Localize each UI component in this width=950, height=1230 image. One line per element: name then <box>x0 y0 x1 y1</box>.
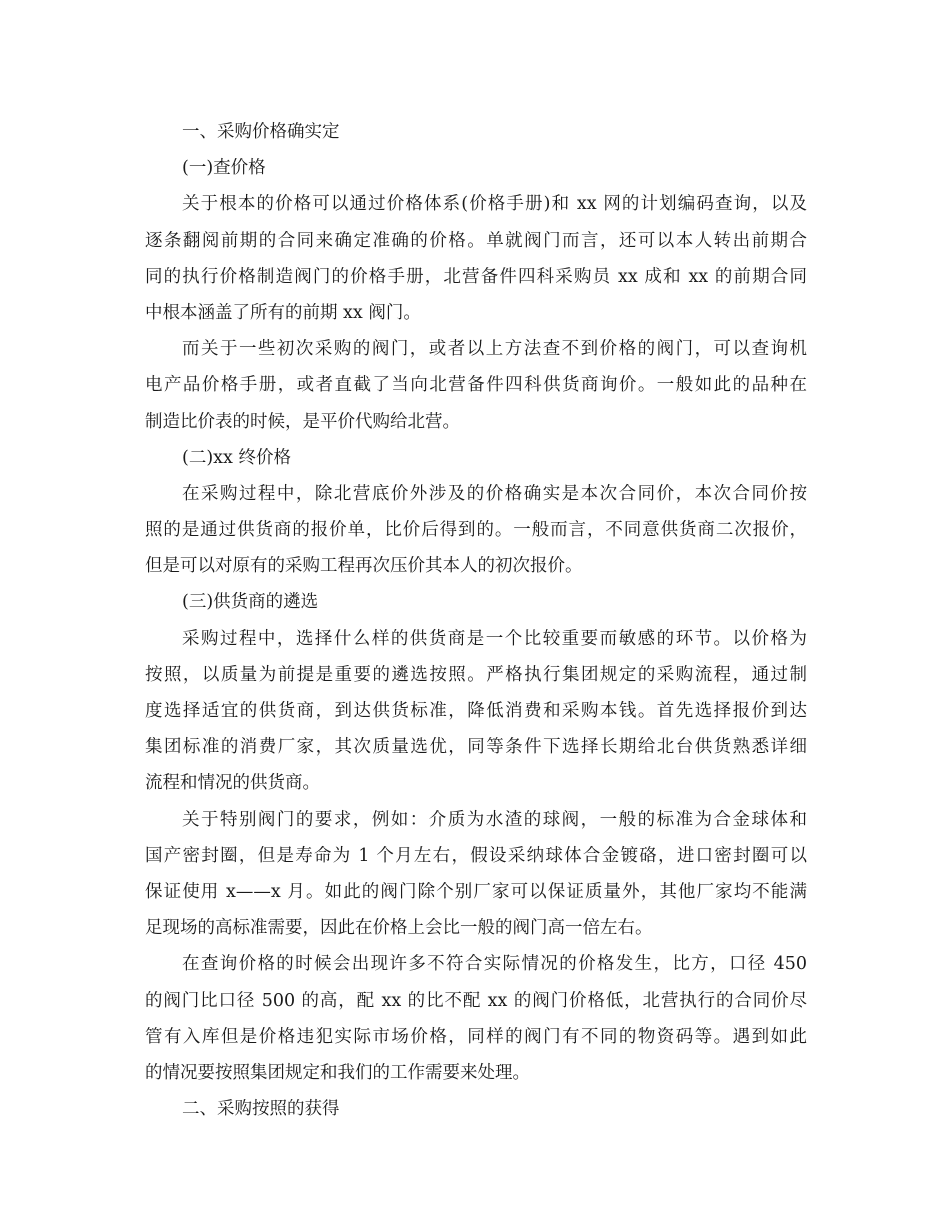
text-line: 关于特别阀门的要求，例如：介质为水渣的球阀，一般的标准为合金球体和 <box>182 809 807 830</box>
text-line: 的情况要按照集团规定和我们的工作需要来处理。 <box>145 1062 530 1083</box>
text-line: (一)查价格 <box>182 158 266 179</box>
text-line: 的阀门比口径 500 的高，配 xx 的比不配 xx 的阀门价格低，北营执行的合同价尽 <box>145 990 807 1011</box>
text-line: 同的执行价格制造阀门的价格手册，北营备件四科采购员 xx 成和 xx 的前期合同 <box>145 266 807 287</box>
text-line: 足现场的高标准需要，因此在价格上会比一般的阀门高一倍左右。 <box>145 918 653 939</box>
text-line: 二、采购按照的获得 <box>182 1099 340 1120</box>
text-line: 按照，以质量为前提是重要的遴选按照。严格执行集团规定的采购流程，通过制 <box>145 664 807 685</box>
text-line: 采购过程中，选择什么样的供货商是一个比较重要而敏感的环节。以价格为 <box>182 628 807 649</box>
text-line: 而关于一些初次采购的阀门，或者以上方法查不到价格的阀门，可以查询机 <box>182 339 807 360</box>
text-line: 在查询价格的时候会出现许多不符合实际情况的价格发生，比方，口径 450 <box>182 954 807 975</box>
text-line: 国产密封圈，但是寿命为 1 个月左右，假设采纳球体合金镀硌，进口密封圈可以 <box>145 845 807 866</box>
text-line: 但是可以对原有的采购工程再次压价其本人的初次报价。 <box>145 556 583 577</box>
text-line: 保证使用 x——x 月。如此的阀门除个别厂家可以保证质量外，其他厂家均不能满 <box>145 881 807 902</box>
text-line: (二)xx 终价格 <box>182 447 291 468</box>
text-line: 度选择适宜的供货商，到达供货标准，降低消费和采购本钱。首先选择报价到达 <box>145 701 807 721</box>
text-line: 中根本涵盖了所有的前期 xx 阀门。 <box>145 302 421 323</box>
text-line: 逐条翻阅前期的合同来确定准确的价格。单就阀门而言，还可以本人转出前期合 <box>145 230 807 251</box>
text-line: 管有入库但是价格违犯实际市场价格，同样的阀门有不同的物资码等。遇到如此 <box>145 1026 807 1047</box>
document-page <box>145 114 807 1127</box>
text-line: 集团标准的消费厂家，其次质量选优，同等条件下选择长期给北台供货熟悉详细 <box>145 737 807 758</box>
text-line: 电产品价格手册，或者直截了当向北营备件四科供货商询价。一般如此的品种在 <box>145 375 807 396</box>
text-line: 制造比价表的时候，是平价代购给北营。 <box>145 411 460 432</box>
text-line: 在采购过程中，除北营底价外涉及的价格确实是本次合同价，本次合同价按 <box>182 483 807 504</box>
text-line: 关于根本的价格可以通过价格体系(价格手册)和 xx 网的计划编码查询，以及 <box>182 194 807 215</box>
text-line: 流程和情况的供货商。 <box>145 773 320 794</box>
text-line: 照的是通过供货商的报价单，比价后得到的。一般而言，不同意供货商二次报价， <box>145 520 807 541</box>
text-line: (三)供货商的遴选 <box>182 592 319 613</box>
text-line: 一、采购价格确实定 <box>182 122 340 142</box>
